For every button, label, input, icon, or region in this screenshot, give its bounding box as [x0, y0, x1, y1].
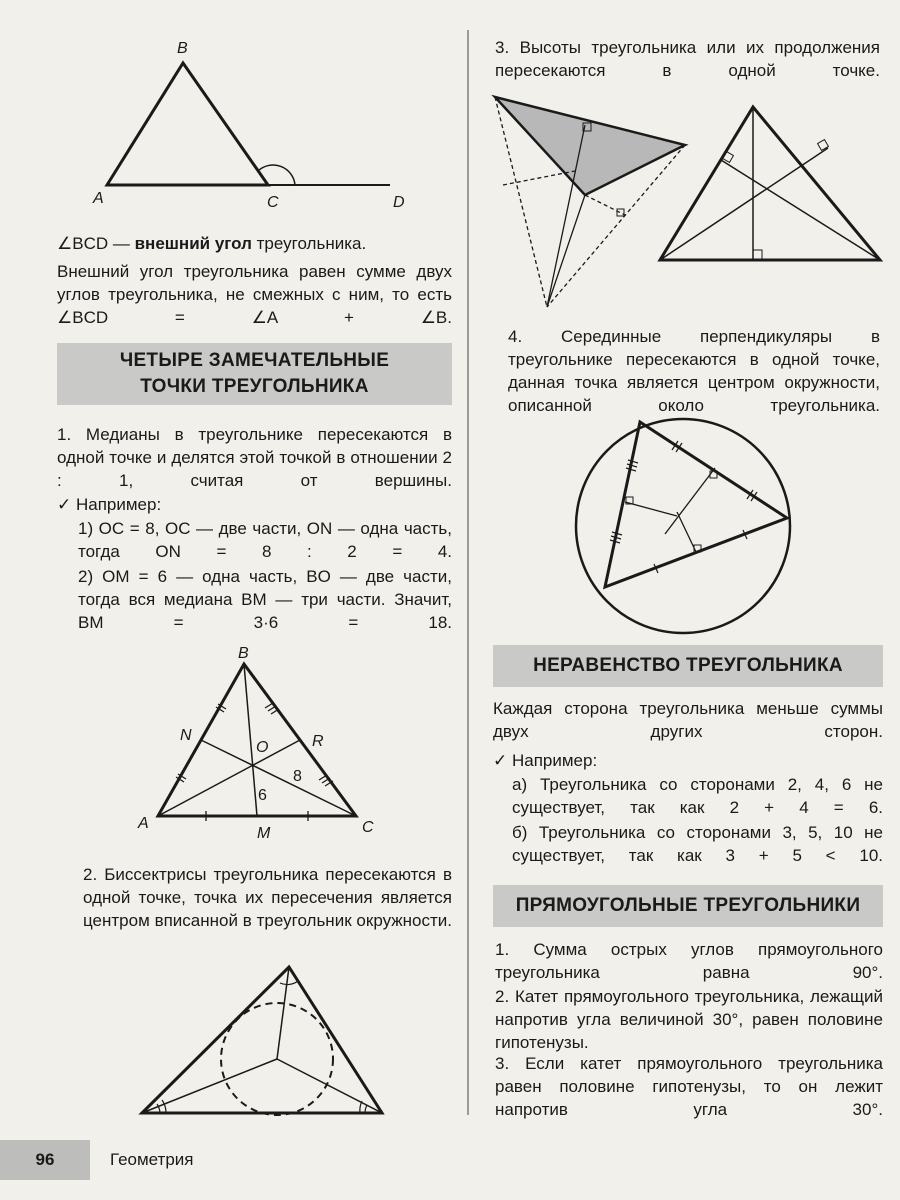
title-line-2: ТОЧКИ ТРЕУГОЛЬНИКА: [140, 376, 369, 397]
arc-a1: [162, 1100, 166, 1113]
bisector-a: [142, 1059, 277, 1113]
tick-marks-circum: [610, 441, 757, 573]
ext-line-3: [585, 195, 625, 215]
example-1: 1) OC = 8, OC — две части, ON — одна часть, тогда ON = 8 : 2 = 4.: [78, 519, 452, 561]
page-number: 96: [0, 1140, 90, 1180]
label-6: 6: [258, 787, 267, 804]
label-b: B: [177, 40, 188, 57]
label-a2: A: [138, 815, 149, 832]
label-c: C: [267, 194, 279, 211]
bisector-b: [277, 967, 289, 1059]
obtuse-triangle: [495, 97, 685, 195]
inequality-example-b: б) Треугольника со сторонами 3, 5, 10 не существует, так как 3 + 5 < 10.: [512, 823, 883, 865]
footer-title: Геометрия: [110, 1150, 194, 1169]
triangle-abc: [107, 63, 268, 185]
label-n: N: [180, 727, 192, 744]
def-suffix: треугольника.: [251, 234, 367, 253]
perp-2: [665, 468, 715, 534]
altitudes-figure: [485, 85, 885, 315]
heights-text: 3. Высоты треугольника или их продолжения пересекаются в одной точке.: [495, 38, 880, 80]
arc-b: [280, 981, 298, 985]
label-8: 8: [293, 768, 302, 785]
exterior-angle-definition: [57, 232, 452, 255]
circumcircle-figure: [565, 412, 835, 647]
medians-figure: [130, 640, 390, 845]
example-2: 2) OM = 6 — одна часть, BO — две части, тогда вся медиана BM — три части. Значит, BM = 3·6 = 18.: [78, 567, 452, 632]
label-b2: B: [238, 645, 249, 662]
exterior-angle-rule: Внешний угол треугольника равен сумме двух углов треугольника, не смежных с ним, то есть ∠BCD = ∠A + ∠B.: [57, 262, 452, 327]
label-m: M: [257, 825, 271, 842]
medians-text: 1. Медианы в треугольнике пересекаются в одной точке и делятся этой точкой в отношении 2 : 1, считая от вершины.: [57, 425, 452, 490]
inequality-text: Каждая сторона треугольника меньше суммы двух других сторон.: [493, 699, 883, 741]
def-bold: внешний угол: [134, 234, 252, 253]
label-r: R: [312, 733, 324, 750]
angle-arc: [258, 165, 295, 185]
bisectors-text: 2. Биссектрисы треугольника пересекаются в одной точке, точка их пересечения является центром вписанной в треугольник окружности.: [83, 865, 452, 930]
title-line-1: ЧЕТЫРЕ ЗАМЕЧАТЕЛЬНЫЕ: [119, 350, 390, 371]
altitude-acute-3: [721, 160, 880, 260]
example-label-right: ✓ Например:: [493, 751, 598, 770]
incircle-figure: [130, 955, 400, 1120]
perp-3: [677, 512, 696, 552]
label-d: D: [393, 194, 405, 211]
arc-c1: [360, 1101, 362, 1113]
section-right-triangles-title: ПРЯМОУГОЛЬНЫЕ ТРЕУГОЛЬНИКИ: [493, 885, 883, 927]
def-prefix: ∠BCD —: [57, 234, 135, 253]
perpendiculars-text: 4. Серединные перпендикуляры в треугольнике пересекаются в одной точке, данная точка является центром окружности, описанной около треугольника.: [508, 327, 880, 415]
right-triangle-fact-3: 3. Если катет прямоугольного треугольника равен половине гипотенузы, то он лежит напротив угла 30°.: [495, 1054, 883, 1119]
label-a: A: [93, 190, 104, 207]
label-o: O: [256, 739, 269, 756]
inequality-example-a: а) Треугольника со сторонами 2, 4, 6 не существует, так как 2 + 4 = 6.: [512, 775, 883, 817]
section-four-points-title: [57, 343, 452, 405]
altitude-1: [547, 195, 585, 307]
example-label-left: ✓ Например:: [57, 495, 162, 514]
right-triangle-fact-2: 2. Катет прямоугольного треугольника, лежащий напротив угла величиной 30°, равен половине гипотенузы.: [495, 987, 883, 1052]
label-c2: C: [362, 819, 374, 836]
acute-triangle: [660, 107, 880, 260]
altitude-acute-2: [660, 148, 828, 260]
exterior-angle-figure: [85, 35, 425, 215]
triangle-incircle: [142, 967, 382, 1113]
right-triangle-fact-1: 1. Сумма острых углов прямоугольного треугольника равна 90°.: [495, 940, 883, 982]
section-inequality-title: НЕРАВЕНСТВО ТРЕУГОЛЬНИКА: [493, 645, 883, 687]
tick-marks: [176, 703, 333, 821]
right-angle-2: [617, 209, 624, 216]
column-divider: [467, 30, 469, 1115]
